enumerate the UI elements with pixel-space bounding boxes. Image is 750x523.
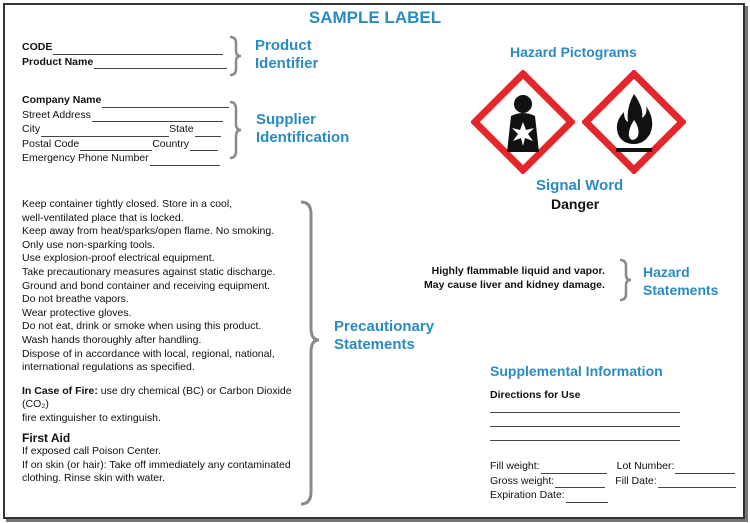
- precautionary-line: Only use non-sparking tools.: [22, 238, 156, 251]
- product-brace: [228, 35, 244, 77]
- page-title: SAMPLE LABEL: [308, 8, 442, 27]
- supplier-identification-label: Supplier Identification: [256, 111, 350, 146]
- precautionary-line: Wash hands thoroughly after handling.: [22, 333, 202, 346]
- street-field[interactable]: [92, 111, 223, 122]
- postal-label: Postal Code: [22, 137, 80, 150]
- fill-date-label: Fill Date:: [615, 474, 657, 487]
- code-field[interactable]: [53, 44, 223, 55]
- health-hazard-icon: [471, 70, 575, 174]
- signal-word-value: Danger: [551, 196, 600, 212]
- precautionary-line: Ground and bond container and receiving equipment.: [22, 279, 271, 292]
- precautionary-line: Use explosion-proof electrical equipment.: [22, 252, 215, 265]
- supplemental-heading: Supplemental Information: [490, 363, 663, 379]
- company-label: Company Name: [22, 94, 102, 106]
- gross-weight-label: Gross weight:: [490, 474, 555, 487]
- precautionary-brace: [298, 200, 322, 506]
- expiration-label: Expiration Date:: [490, 489, 565, 501]
- first-aid-line: If exposed call Poison Center.: [22, 445, 161, 458]
- precautionary-line: well-ventilated place that is locked.: [22, 211, 184, 224]
- lot-number-field[interactable]: [675, 463, 735, 474]
- country-field[interactable]: [190, 140, 218, 151]
- expiration-field[interactable]: [566, 492, 608, 503]
- signal-word-heading: Signal Word: [536, 177, 624, 194]
- phone-field[interactable]: [150, 155, 220, 166]
- fill-weight-field[interactable]: [541, 463, 607, 474]
- supplier-form: [22, 93, 229, 166]
- fill-date-field[interactable]: [658, 477, 736, 488]
- first-aid-heading: First Aid: [22, 430, 71, 445]
- supplier-brace: [228, 100, 244, 160]
- state-label: State: [169, 123, 194, 135]
- postal-field[interactable]: [80, 140, 152, 151]
- hazard-statements-text: [424, 265, 605, 292]
- product-name-field[interactable]: [94, 58, 227, 69]
- flame-icon: [582, 70, 686, 174]
- pictograms-heading: Hazard Pictograms: [510, 44, 637, 60]
- street-label: Street Address: [22, 108, 91, 121]
- product-identifier-label: Product Identifier: [255, 37, 319, 72]
- hazard-statements-label: Hazard Statements: [643, 264, 719, 298]
- precautionary-line: Keep away from heat/sparks/open flame. No smoking.: [22, 225, 275, 238]
- gross-weight-field[interactable]: [555, 477, 605, 488]
- city-field[interactable]: [41, 126, 169, 137]
- first-aid-lines: [22, 445, 312, 486]
- city-label: City: [22, 123, 41, 135]
- supplemental-fields: [490, 459, 736, 503]
- precautionary-line: Dispose of in accordance with local, regional, national,: [22, 347, 275, 360]
- directions-line-3[interactable]: [490, 440, 680, 441]
- precautionary-label: Precautionary Statements: [334, 318, 435, 353]
- precautionary-line: Keep container tightly closed. Store in a cool,: [22, 198, 233, 210]
- product-name-label: Product Name: [22, 55, 94, 68]
- precautionary-text: [22, 198, 312, 486]
- directions-line-1[interactable]: [490, 412, 680, 413]
- lot-number-label: Lot Number:: [616, 460, 675, 472]
- precautionary-line: international regulations as specified.: [22, 361, 195, 374]
- phone-label: Emergency Phone Number: [22, 152, 149, 164]
- fill-weight-label: Fill weight:: [490, 460, 540, 472]
- product-form: [22, 40, 227, 69]
- first-aid-line: If on skin (or hair): Take off immediately any contaminated: [22, 458, 291, 471]
- code-label: CODE: [22, 41, 53, 53]
- directions-line-2[interactable]: [490, 426, 680, 427]
- country-label: Country: [152, 137, 189, 150]
- precautionary-line: Do not eat, drink or smoke when using this product.: [22, 320, 262, 333]
- fire-statement: In Case of Fire: use dry chemical (BC) or Carbon Dioxide (CO₂): [22, 384, 292, 411]
- company-field[interactable]: [102, 97, 229, 108]
- state-field[interactable]: [195, 126, 221, 137]
- directions-heading: Directions for Use: [490, 389, 581, 401]
- first-aid-line: clothing. Rinse skin with water.: [22, 472, 165, 485]
- precautionary-line: Take precautionary measures against static discharge.: [22, 265, 276, 278]
- hazard-statement: Highly flammable liquid and vapor.: [431, 265, 605, 277]
- precautionary-lines: [22, 198, 312, 375]
- fire-statement-cont: fire extinguisher to extinguish.: [22, 411, 161, 424]
- precautionary-line: Wear protective gloves.: [22, 306, 132, 319]
- precautionary-line: Do not breathe vapors.: [22, 293, 129, 306]
- hazard-brace: [618, 258, 634, 302]
- hazard-statement: May cause liver and kidney damage.: [424, 278, 605, 291]
